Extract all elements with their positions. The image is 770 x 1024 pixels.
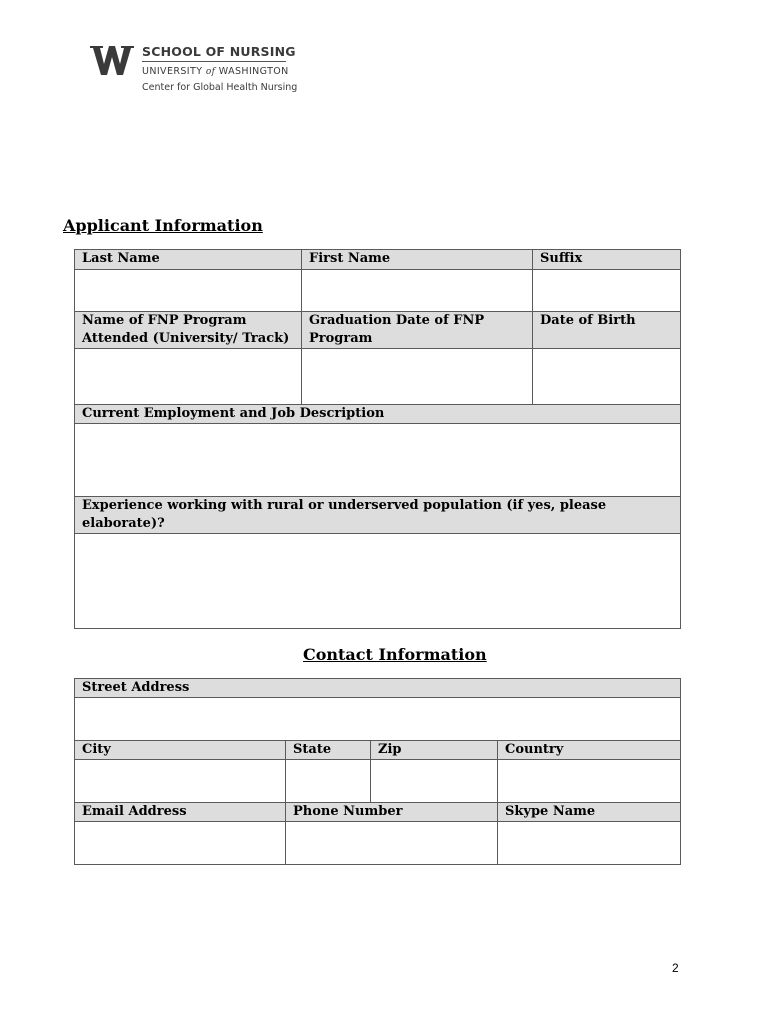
phone-label: Phone Number	[286, 803, 498, 822]
zip-field[interactable]	[371, 760, 498, 803]
contact-section-title: Contact Information	[303, 645, 487, 664]
state-field[interactable]	[286, 760, 371, 803]
zip-label: Zip	[371, 741, 498, 760]
country-label: Country	[498, 741, 681, 760]
email-label: Email Address	[75, 803, 286, 822]
city-field[interactable]	[75, 760, 286, 803]
employment-field[interactable]	[75, 424, 681, 497]
skype-field[interactable]	[498, 822, 681, 865]
logo-center-name: Center for Global Health Nursing	[142, 82, 298, 93]
date-of-birth-field[interactable]	[533, 349, 681, 405]
logo-university: UNIVERSITY of WASHINGTON	[142, 66, 289, 77]
contact-info-table	[74, 678, 681, 865]
phone-field[interactable]	[286, 822, 498, 865]
skype-label: Skype Name	[498, 803, 681, 822]
first-name-label: First Name	[302, 250, 533, 270]
uw-w-logo-icon	[90, 44, 134, 76]
country-field[interactable]	[498, 760, 681, 803]
street-address-field[interactable]	[75, 698, 681, 741]
experience-label: Experience working with rural or underserved population (if yes, please elaborate)?	[75, 497, 681, 534]
logo-divider	[142, 61, 286, 62]
applicant-section-title: Applicant Information	[63, 216, 263, 235]
state-label: State	[286, 741, 371, 760]
suffix-field[interactable]	[533, 270, 681, 312]
fnp-program-field[interactable]	[75, 349, 302, 405]
fnp-program-label: Name of FNP Program Attended (University/ Track)	[75, 312, 302, 349]
last-name-label: Last Name	[75, 250, 302, 270]
email-field[interactable]	[75, 822, 286, 865]
experience-field[interactable]	[75, 534, 681, 629]
graduation-date-label: Graduation Date of FNP Program	[302, 312, 533, 349]
city-label: City	[75, 741, 286, 760]
first-name-field[interactable]	[302, 270, 533, 312]
employment-label: Current Employment and Job Description	[75, 405, 681, 424]
date-of-birth-label: Date of Birth	[533, 312, 681, 349]
page-number: 2	[672, 961, 679, 975]
street-address-label: Street Address	[75, 679, 681, 698]
logo-school-name: SCHOOL OF NURSING	[142, 44, 296, 59]
graduation-date-field[interactable]	[302, 349, 533, 405]
last-name-field[interactable]	[75, 270, 302, 312]
applicant-info-table	[74, 249, 681, 629]
suffix-label: Suffix	[533, 250, 681, 270]
